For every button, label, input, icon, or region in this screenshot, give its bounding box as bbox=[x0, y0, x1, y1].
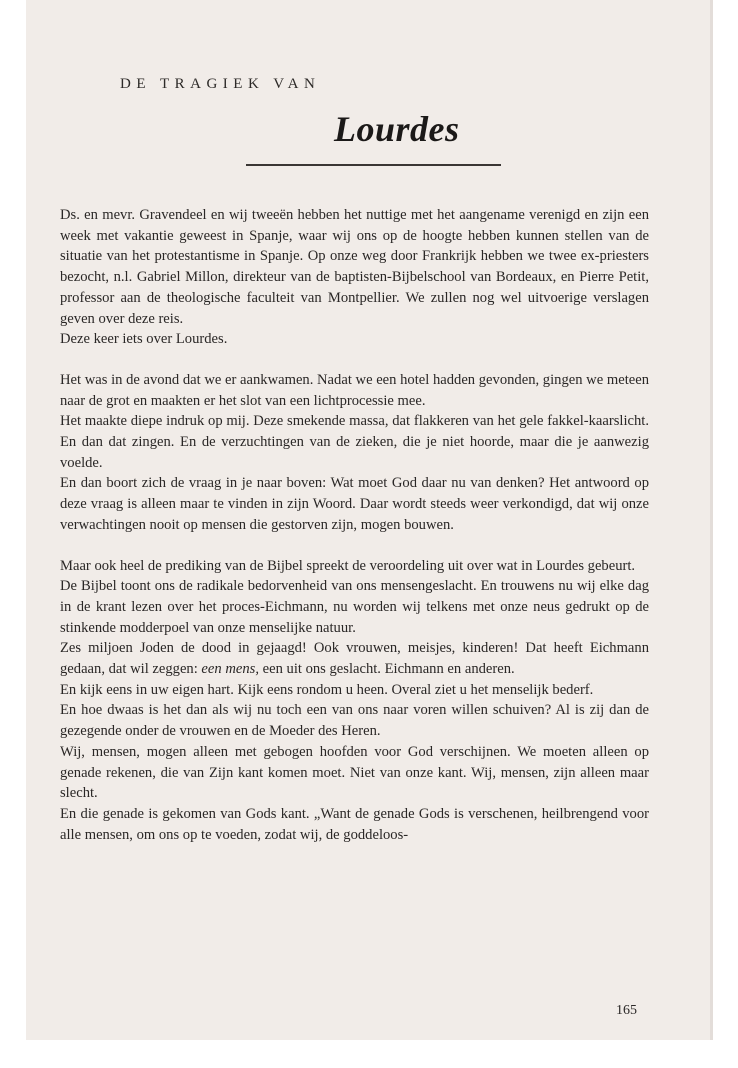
paragraph: Het was in de avond dat we er aankwamen. Nadat we een hotel hadden gevonden, gingen we meteen naar de grot en maakten er het slot van een lichtprocessie mee. bbox=[60, 371, 649, 409]
emphasis-text: een mens, bbox=[201, 661, 259, 678]
title-divider bbox=[246, 164, 501, 166]
paragraph: En hoe dwaas is het dan als wij nu toch een van ons naar voren willen schuiven? Al is zij dan de gezegende onder de vrouwen en de Moeder des Heren. bbox=[60, 702, 649, 740]
paragraph-text: Zes miljoen Joden de dood in gejaagd! Ook vrouwen, meisjes, kinderen! Dat heeft Eichmann gedaan, dat wil zeggen: bbox=[60, 640, 649, 678]
article-title: Lourdes bbox=[334, 109, 460, 149]
article-kicker: DE TRAGIEK VAN bbox=[120, 76, 321, 92]
paragraph: Deze keer iets over Lourdes. bbox=[60, 331, 228, 348]
paragraph: Ds. en mevr. Gravendeel en wij tweeën hebben het nuttige met het aangename verenigd en zijn een week met vakantie geweest in Spanje, waar wij ons op de hoogte hebben kunnen stellen van de situatie van het protestantisme in Spanje. Op onze weg door Frankrijk hebben we twee ex-priesters bezocht, n.l. Gabriel Millon, direkteur van de baptisten-Bijbelschool van Bordeaux, en Pierre Petit, professor aan de theologische faculteit van Montpellier. We zullen nog wel uitvoerige verslagen geven over deze reis. bbox=[60, 207, 649, 327]
paragraph: En die genade is gekomen van Gods kant. „Want de genade Gods is verschenen, heilbrengend voor alle mensen, om ons op te voeden, zodat wij, de goddeloos- bbox=[60, 805, 649, 843]
paragraph: En kijk eens in uw eigen hart. Kijk eens rondom u heen. Overal ziet u het menselijk bederf. bbox=[60, 681, 594, 698]
paragraph: Maar ook heel de prediking van de Bijbel spreekt de veroordeling uit over wat in Lourdes gebeurt. bbox=[60, 557, 636, 574]
paragraph-text: een uit ons geslacht. Eichmann en anderen. bbox=[258, 661, 515, 678]
page-number: 165 bbox=[616, 1003, 637, 1018]
article-body bbox=[60, 205, 649, 845]
page-edge bbox=[710, 0, 713, 1040]
paragraph: En dan boort zich de vraag in je naar boven: Wat moet God daar nu van denken? Het antwoord op deze vraag is alleen maar te vinden in zijn Woord. Daar wordt steeds weer verkondigd, dat wij onze verwachtingen nooit op mensen die gestorven zijn, mogen bouwen. bbox=[60, 475, 649, 533]
paragraph: Het maakte diepe indruk op mij. Deze smekende massa, dat flakkeren van het gele fakkel-kaarslicht. En dan dat zingen. En de verzuchtingen van de zieken, die je niet hoorde, maar die je aanwezig voelde. bbox=[60, 413, 649, 471]
paragraph: De Bijbel toont ons de radikale bedorvenheid van ons mensengeslacht. En trouwens nu wij elke dag in de krant lezen over het proces-Eichmann, nu worden wij telkens met onze neus gedrukt op de stinkende modderpoel van onze menselijke natuur. bbox=[60, 578, 649, 636]
paragraph: Wij, mensen, mogen alleen met gebogen hoofden voor God verschijnen. We moeten alleen op genade rekenen, die van Zijn kant komen moet. Niet van onze kant. Wij, mensen, zijn alleen maar slecht. bbox=[60, 743, 649, 802]
paragraph bbox=[60, 638, 649, 679]
